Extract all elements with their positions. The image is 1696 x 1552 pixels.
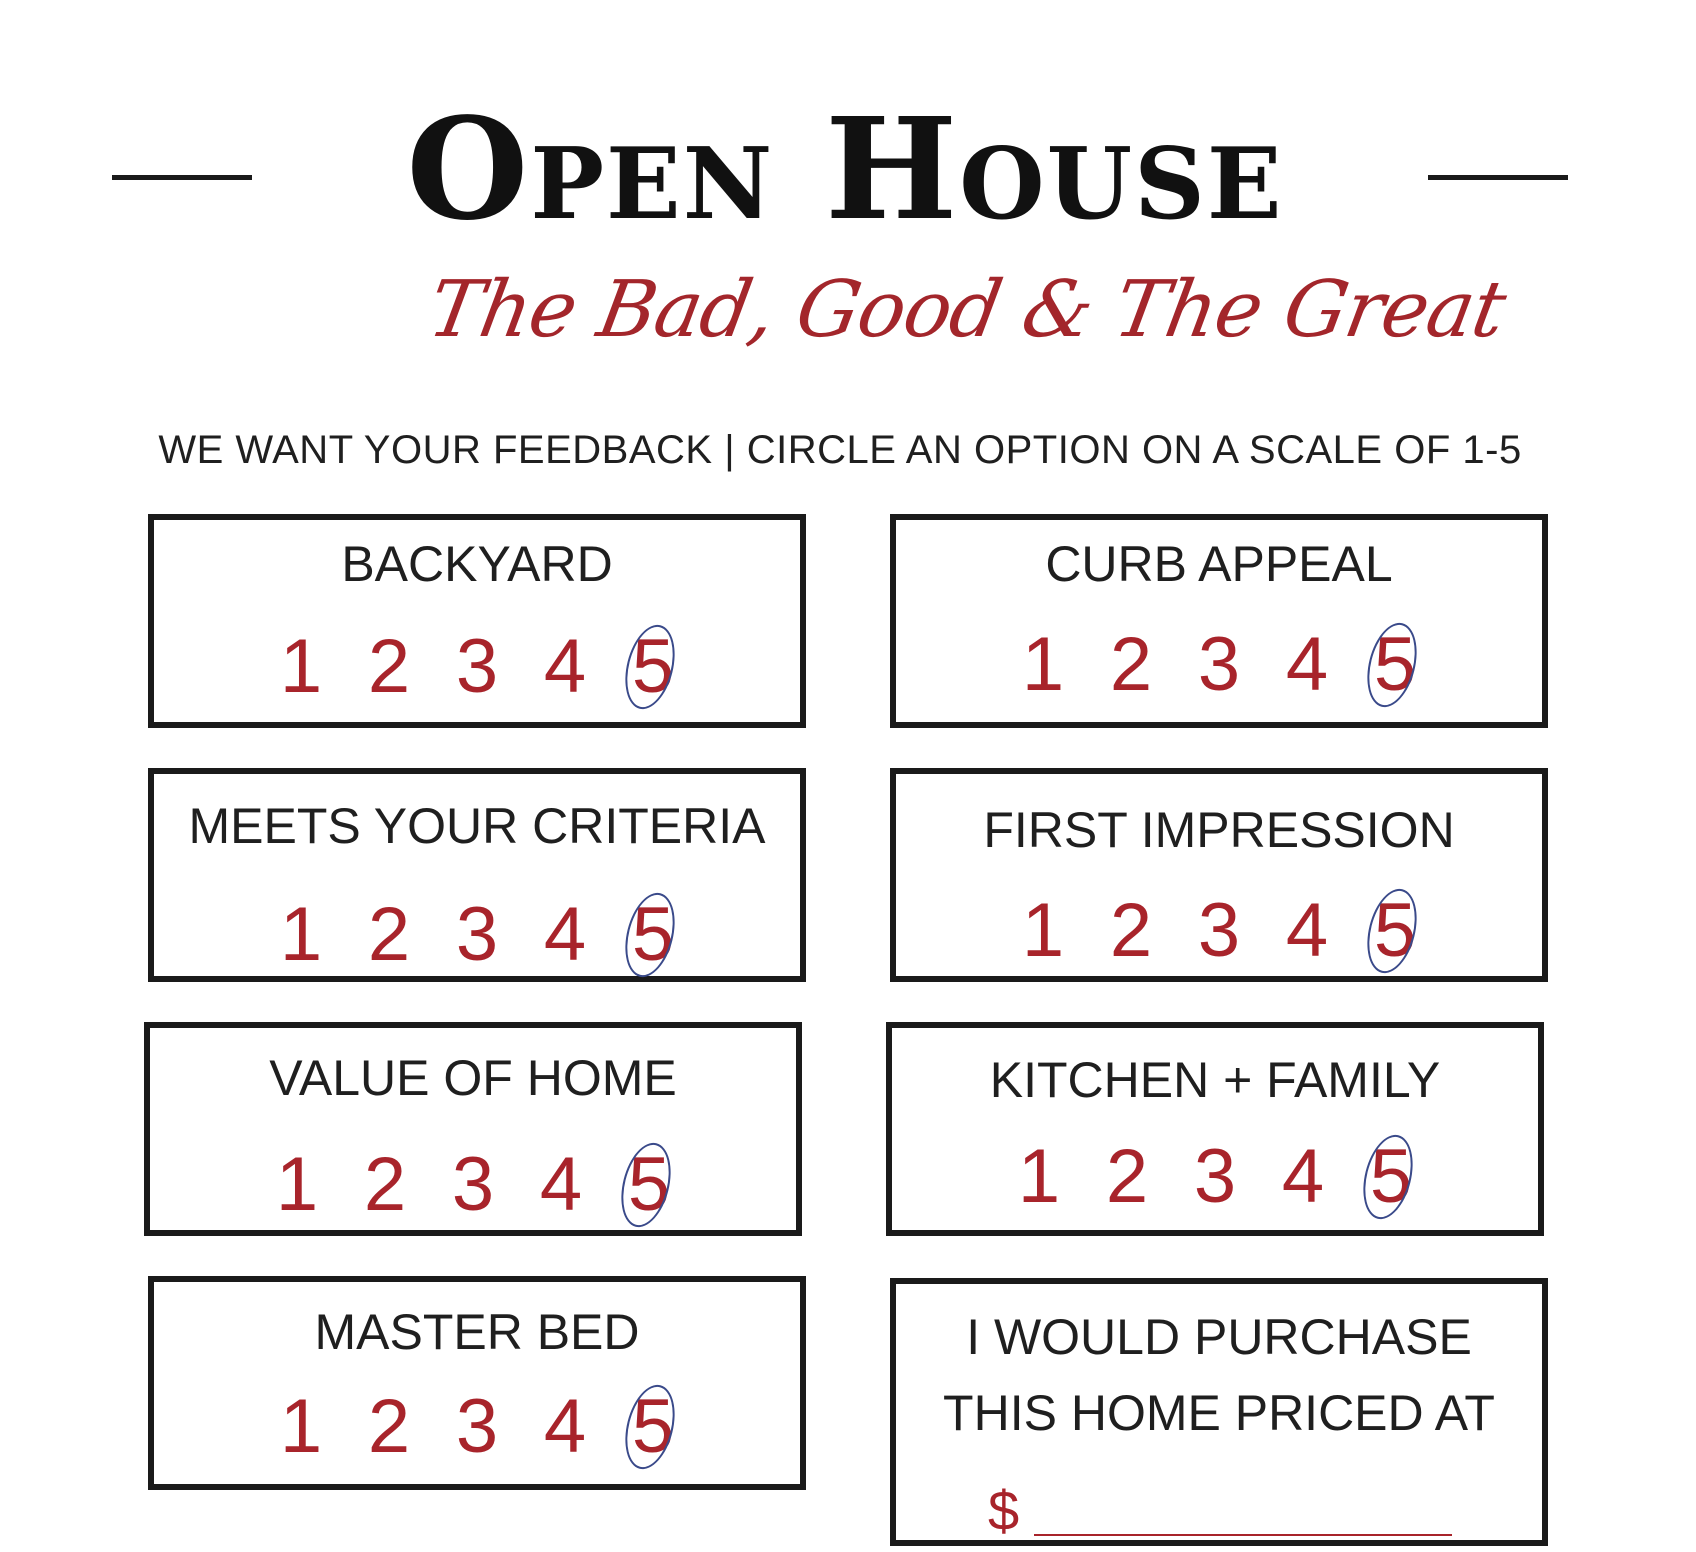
rating-option-3[interactable]: 3 [1197, 888, 1241, 973]
purchase-line-2: THIS HOME PRICED AT [943, 1385, 1495, 1441]
rating-scale [150, 1140, 796, 1230]
rating-option-3[interactable]: 3 [451, 1142, 495, 1227]
title-rule-right [1428, 175, 1568, 180]
rating-option-1[interactable]: 1 [279, 892, 323, 977]
rating-option-3[interactable]: 3 [455, 624, 499, 709]
rating-option-1[interactable]: 1 [1017, 1134, 1061, 1219]
rating-option-2[interactable]: 2 [363, 1142, 407, 1227]
card-label: FIRST IMPRESSION [983, 802, 1455, 858]
rating-option-5-selected[interactable]: 5 [1351, 620, 1439, 710]
title-row [0, 88, 1696, 252]
rating-option-3[interactable]: 3 [1193, 1134, 1237, 1219]
rating-scale [154, 1382, 800, 1472]
card-label: MASTER BED [314, 1304, 640, 1360]
rating-option-3[interactable]: 3 [455, 1384, 499, 1469]
rating-option-2[interactable]: 2 [1109, 622, 1153, 707]
rating-option-5-selected[interactable]: 5 [609, 890, 697, 980]
rating-option-4[interactable]: 4 [1285, 622, 1329, 707]
price-input-line[interactable] [1034, 1534, 1452, 1536]
title-rule-left [112, 175, 252, 180]
instruction-text: WE WANT YOUR FEEDBACK | CIRCLE AN OPTION ON A SCALE OF 1-5 [158, 428, 1522, 472]
rating-card-master-bed [148, 1276, 806, 1490]
rating-option-4[interactable]: 4 [543, 1384, 587, 1469]
rating-option-4[interactable]: 4 [1281, 1134, 1325, 1219]
rating-option-2[interactable]: 2 [367, 624, 411, 709]
rating-option-5-selected[interactable]: 5 [1347, 1132, 1435, 1222]
card-label: VALUE OF HOME [269, 1050, 677, 1106]
rating-option-1[interactable]: 1 [279, 624, 323, 709]
rating-option-4[interactable]: 4 [543, 624, 587, 709]
card-label: CURB APPEAL [1045, 536, 1393, 592]
rating-card-first-impression [890, 768, 1548, 982]
rating-scale [154, 622, 800, 712]
rating-card-kitchen-family [886, 1022, 1544, 1236]
rating-option-2[interactable]: 2 [367, 1384, 411, 1469]
rating-option-1[interactable]: 1 [279, 1384, 323, 1469]
purchase-price-card [890, 1278, 1548, 1546]
rating-scale [154, 890, 800, 980]
rating-option-1[interactable]: 1 [275, 1142, 319, 1227]
rating-option-1[interactable]: 1 [1021, 888, 1065, 973]
rating-option-4[interactable]: 4 [1285, 888, 1329, 973]
page-subtitle: The Bad, Good & The Great [422, 265, 1512, 355]
rating-option-1[interactable]: 1 [1021, 622, 1065, 707]
purchase-line-1: I WOULD PURCHASE [966, 1309, 1472, 1365]
rating-option-3[interactable]: 3 [1197, 622, 1241, 707]
currency-symbol: $ [988, 1479, 1020, 1542]
rating-card-meets-criteria [148, 768, 806, 982]
card-label: BACKYARD [341, 536, 613, 592]
rating-scale [896, 620, 1542, 710]
rating-option-5-selected[interactable]: 5 [609, 622, 697, 712]
page-title: Open House [406, 88, 1284, 252]
rating-option-5-selected[interactable]: 5 [1351, 886, 1439, 976]
rating-card-curb-appeal [890, 514, 1548, 728]
card-label: KITCHEN + FAMILY [989, 1052, 1441, 1108]
rating-option-4[interactable]: 4 [539, 1142, 583, 1227]
rating-card-backyard [148, 514, 806, 728]
rating-option-3[interactable]: 3 [455, 892, 499, 977]
rating-scale [892, 1132, 1538, 1222]
rating-option-2[interactable]: 2 [1105, 1134, 1149, 1219]
rating-option-2[interactable]: 2 [367, 892, 411, 977]
rating-card-value-of-home [144, 1022, 802, 1236]
card-label: MEETS YOUR CRITERIA [188, 798, 766, 854]
rating-option-5-selected[interactable]: 5 [605, 1140, 693, 1230]
rating-option-2[interactable]: 2 [1109, 888, 1153, 973]
rating-option-5-selected[interactable]: 5 [609, 1382, 697, 1472]
rating-option-4[interactable]: 4 [543, 892, 587, 977]
rating-scale [896, 886, 1542, 976]
